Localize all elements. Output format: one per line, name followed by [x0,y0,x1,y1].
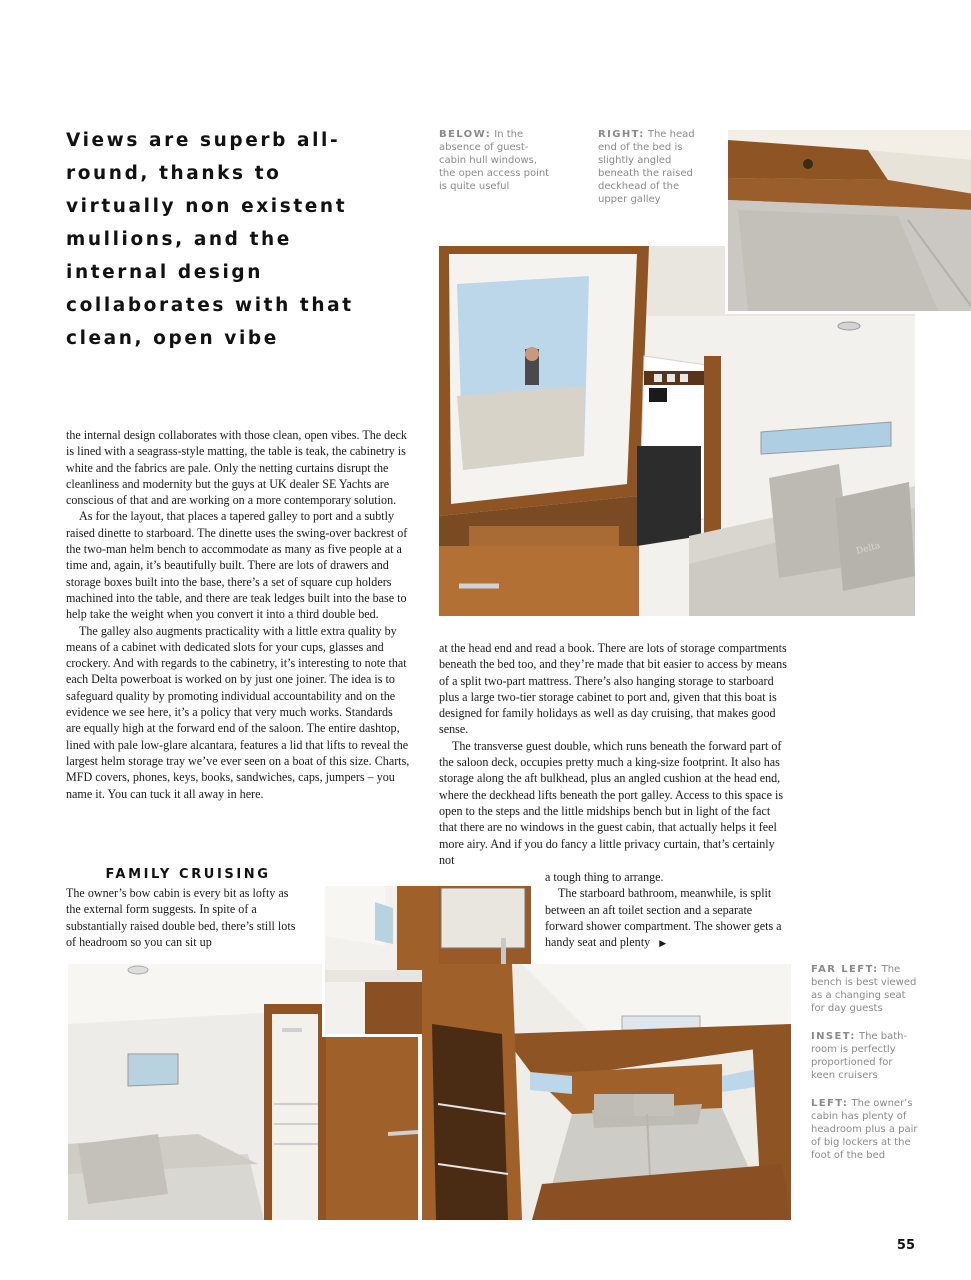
col2-paragraph-3 [545,885,791,951]
caption-far-left-key: FAR LEFT: [811,964,879,975]
col1-paragraph-1: the internal design collaborates with those clean, open vibes. The deck is lined with a seagrass-style matting, the table is teak, the cabinetry is white and the fabrics are pale. Only the netting curtains disrupt the cleanliness and modernity but the guys at UK dealer SE Yachts are conscious of that and are working on a more contemporary solution. [66,428,407,508]
body-column-2-lower [545,869,791,951]
col2-paragraph-2: The transverse guest double, which runs beneath the forward part of the saloon deck, occupies pretty much a king-size footprint. It also has storage along the aft bulkhead, plus an angled cushion at the head end, where the deckhead lifts beneath the port galley. Access to this space is open to the steps and the little midships bench but in light of the fact that there are no windows in the guest cabin, that actually helps it feel more airy. And if you do fancy a little privacy curtain, that’s certainly not [439,738,784,867]
caption-below [439,128,551,193]
caption-left [811,1097,919,1162]
subhead-family-cruising: FAMILY CRUISING [105,867,271,882]
pull-quote: Views are superb all-round, thanks to virtually non existent mullions, and the internal design collaborates with that clean, open vibe [66,130,354,349]
caption-right-key: RIGHT: [598,129,645,140]
body-column-2 [439,640,791,868]
caption-below-text: In the absence of guest-cabin hull windows, the open access point is quite useful [439,129,550,192]
col1-paragraph-3: The galley also augments practicality with a little extra quality by means of a cabinet with dedicated slots for your cups, glasses and crockery. And with regards to the cabinetry, it’s interesting to note that each Delta powerboat is worked on by just one joiner. The idea is to safeguard quality by promoting individual accountability and on the evidence we see here, it’s a policy that very much works. Standards are equally high at the forward end of the saloon. The entire dashtop, lined with pale low-glare alcantara, features a lid that lifts to reveal the largest helm storage tray we’ve ever seen on a boat of this size. Charts, MFD covers, phones, keys, books, sandwiches, caps, jumpers – you name it. You can tuck it all away in here. [66,623,410,801]
page-number: 55 [896,1238,915,1253]
caption-below-key: BELOW: [439,129,492,140]
photo-owners-cabin [422,964,791,1220]
col1-paragraph-4: The owner’s bow cabin is every bit as lofty as the external form suggests. In spite of a substantially raised double bed, there’s still lots of headroom so you can sit up [66,886,296,949]
caption-left-text: The owner’s cabin has plenty of headroom plus a pair of big lockers at the foot of the bed [811,1098,918,1161]
continue-arrow-icon: ▶ [659,938,667,949]
photo-bed-head-end [725,130,971,314]
caption-inset-key: INSET: [811,1031,856,1042]
caption-right-text: The head end of the bed is slightly angled beneath the raised deckhead of the upper galley [598,129,695,205]
caption-far-left-text: The bench is best viewed as a changing seat for day guests [811,964,917,1014]
body-column-1 [66,427,410,802]
caption-right [598,128,708,206]
caption-far-left [811,963,921,1015]
col2-paragraph-1: at the head end and read a book. There are lots of storage compartments beneath the bed too, and they’re made that bit easier to access by means of a split two-part mattress. There’s also hanging storage to starboard plus a large two-tier storage cabinet to port and, given that this boat is designed for family holidays as well as day cruising, that makes good sense. [439,641,787,737]
col2-paragraph-2b: a tough thing to arrange. [545,870,664,884]
caption-inset-text: The bath-room is perfectly proportioned for keen cruisers [811,1031,908,1081]
col2-paragraph-3-text: The starboard bathroom, meanwhile, is split between an aft toilet section and a separate forward shower compartment. The shower gets a handy seat and plenty [545,886,782,950]
caption-inset [811,1030,919,1082]
col1-paragraph-2: As for the layout, that places a tapered galley to port and a subtly raised dinette to starboard. The dinette uses the swing-over backrest of the two-man helm bench to accommodate as many as five people at a time and, again, it’s beautifully built. There are lots of drawers and storage boxes built into the base, there’s a set of square cup holders machined into the table, and there are teak ledges built into the base to help take the weight when you convert it into a third double bed. [66,509,408,622]
caption-left-key: LEFT: [811,1098,849,1109]
cushion-logo-text: Delta [855,540,882,557]
body-column-1-lower [66,885,306,950]
